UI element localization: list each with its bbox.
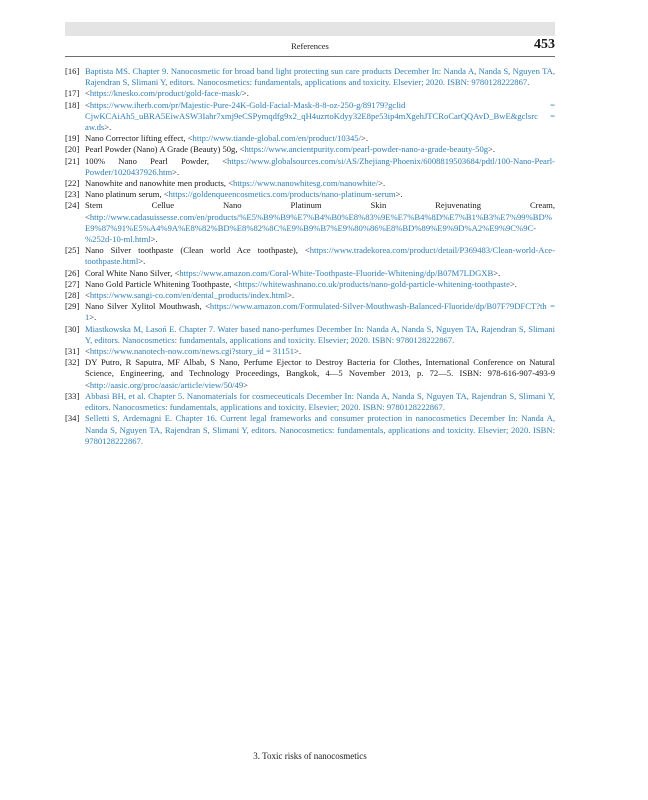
reference-item [65,200,555,245]
reference-segment: < [85,346,90,357]
reference-segment: >. [360,133,368,144]
reference-segment: < [85,88,90,99]
reference-link[interactable]: https://www.amazon.com/Formulated-Silver-Mouthwash-Balanced-Fluoride/dp/B07F79DFCT?th = 1 [85,301,555,323]
reference-segment: >. [138,256,146,267]
reference-link[interactable]: http://www.tiande-global.com/en/product/10345/ [192,133,361,144]
reference-item [65,290,555,301]
reference-link[interactable]: https://www.iherb.com/pr/Majestic-Pure-24K-Gold-Facial-Mask-8-8-oz-250-g/89179?gclid = CjwKCAiAh5_uBRA5EiwASW3Iahr7xmj9eCSPymqdfg9x2_qH4uzrtoKdyy32E8pe53ip4mXgehJTCRoCarQQAvD_BwE&gclsrc = aw.ds [85,99,555,133]
reference-number: [28] [65,290,80,301]
reference-segment: Nanowhite and nanowhite men products, < [85,178,234,189]
reference-item [65,66,555,88]
reference-segment: >. [378,178,386,189]
reference-item [65,413,555,447]
running-header [65,37,555,54]
reference-number: [25] [65,245,80,256]
reference-number: [29] [65,301,80,312]
reference-segment: >. [104,122,112,133]
reference-item [65,391,555,413]
reference-link[interactable]: http://www.cadasuissesse.com/en/products/%E5%B9%B9%E7%B4%B0%E8%83%9E%E7%B4%8D%E7%B1%B3%E7%99%BD%E9%87%91%E5%A4%9A%E8%82%BD%E8%82%8C%E9%B9%B7%E9%80%86%E8%BD%89%E9%9D%A2%E9%9C%9C-%252d-10-ml.html [85,211,552,245]
reference-link[interactable]: https://knesko.com/product/gold-face-mask/ [89,88,242,99]
reference-segment: >. [172,166,180,177]
reference-number: [19] [65,133,80,144]
reference-segment: > [243,379,249,390]
header-band [65,22,555,36]
reference-text [85,88,555,99]
reference-segment: 100% Nano Pearl Powder, < [85,155,228,166]
reference-link[interactable]: https://www.tradekorea.com/product/detail/P369483/Clean-world-Ace-toothpaste.html [85,245,555,267]
reference-number: [34] [65,413,80,424]
reference-segment: Coral White Nano Silver, < [85,267,180,278]
reference-link[interactable]: https://whitewashnano.co.uk/products/nano-gold-particle-whitening-toothpaste [238,278,510,289]
reference-link[interactable]: https://www.nanotech-now.com/news.cgi?story_id = 31151 [89,346,294,357]
reference-list [65,66,555,447]
reference-item [65,268,555,279]
reference-segment: DY Putro, R Saputra, MF Albab, S Nano, Perfume Ejector to Destroy Bacteria for Clothes, International Conference on Natural Science, Engineering, and Technology Proceedings, Bangkok, 4—5 November 2013, p. 72—5. ISBN: 978-616-907-493-9 < [85,357,555,390]
reference-link[interactable]: https://www.nanowhitesg.com/nanowhite/ [233,178,379,189]
reference-segment: Nano Corrector lifting effect, < [85,133,193,144]
reference-segment: >. [509,278,517,289]
reference-text [85,346,555,357]
reference-text [85,133,555,144]
reference-text [85,189,555,200]
reference-item [65,144,555,155]
reference-text [85,156,555,178]
reference-link[interactable]: Selletti S, Ardemagni E. Chapter 16. Current legal frameworks and consumer protection in nanocosmetics December In: Nanda A, Nanda S, Nguyen TA, Rajendran S, Slimani Y, editors. Nanocosmetics: fundamentals, applications and toxicity. Elsevier; 2020. ISBN: 9780128222867. [85,413,555,446]
reference-text [85,245,555,267]
reference-text [85,357,555,391]
reference-segment: Nano platinum serum, < [85,189,169,200]
reference-link[interactable]: https://goldenqueencosmetics.com/products/nano-platinum-serum [168,189,396,200]
reference-segment: Stem Cellue Nano Platinum Skin Rejuvenating Cream, < [85,200,555,222]
reference-number: [21] [65,155,80,166]
reference-segment: Nano Gold Particle Whitening Toothpaste, < [85,278,239,289]
reference-number: [20] [65,144,80,155]
reference-segment: >. [493,267,501,278]
reference-text [85,178,555,189]
reference-text [85,100,555,134]
reference-item [65,279,555,290]
reference-item [65,301,555,323]
chapter-footer: 3. Toxic risks of nanocosmetics [253,751,367,761]
reference-number: [27] [65,278,80,289]
reference-link[interactable]: Abbasi BH, et al. Chapter 5. Nanomaterials for cosmeceuticals December In: Nanda A, Nanda S, Nguyen TA, Rajendran S, Slimani Y, editors. Nanocosmetics: fundamentals, applications and toxicity. Elsevier; 2020. ISBN: 9780128222867. [85,390,555,413]
reference-item [65,100,555,134]
reference-number: [24] [65,200,80,211]
reference-segment: >. [294,346,301,357]
reference-number: [23] [65,189,80,200]
reference-number: [30] [65,323,80,334]
reference-number: [22] [65,178,80,189]
reference-text [85,200,555,245]
reference-number: [16] [65,66,80,76]
reference-text [85,268,555,279]
reference-link[interactable]: https://www.sangi-co.com/en/dental_products/index.html [89,290,288,301]
reference-item [65,133,555,144]
reference-segment: < [85,99,90,110]
reference-text [85,279,555,290]
reference-segment: Nano Silver Xylitol Mouthwash, < [85,301,210,312]
reference-item [65,357,555,391]
header-divider [65,56,555,57]
reference-text [85,144,555,155]
reference-text [85,66,555,88]
reference-item [65,245,555,267]
reference-text [85,391,555,413]
reference-item [65,324,555,346]
reference-text [85,301,555,323]
reference-number: [32] [65,357,80,368]
reference-segment: >. [241,88,249,99]
reference-text [85,324,555,346]
reference-text [85,413,555,447]
reference-segment: >. [488,144,496,155]
reference-link[interactable]: http://aasic.org/proc/aasic/article/view/50/49 [89,379,244,390]
reference-segment: Pearl Powder (Nano) A Grade (Beauty) 50g, < [85,144,245,155]
reference-number: [33] [65,390,80,401]
reference-item [65,88,555,99]
reference-number: [31] [65,346,80,357]
reference-link[interactable]: Miastkowska M, Lasoń E. Chapter 7. Water based nano-perfumes December In: Nanda A, Nanda S, Nguyen TA, Rajendran S, Slimani Y, editors. Nanocosmetics: fundamentals, applications and toxicity. Elsevier; 2020. ISBN: 9780128222867. [85,323,555,345]
reference-number: [17] [65,88,80,99]
reference-item [65,156,555,178]
reference-segment: < [85,290,90,301]
reference-item [65,178,555,189]
reference-segment: >. [395,189,403,200]
reference-number: [26] [65,267,80,278]
reference-text [85,290,555,301]
reference-segment: >. [89,312,97,323]
reference-segment: >. [150,234,158,245]
reference-segment: >. [287,290,295,301]
page-number: 453 [534,37,555,52]
reference-item [65,189,555,200]
reference-number: [18] [65,99,80,110]
reference-link[interactable]: https://www.amazon.com/Coral-White-Toothpaste-Fluoride-Whitening/dp/B07M7LDGXB [179,267,494,278]
reference-link[interactable]: https://www.globalsources.com/si/AS/Zhejiang-Phoenix/6008819503684/pdtl/100-Nano-Pearl-Powder/1020437926.htm [85,155,555,177]
reference-segment: Nano Silver toothpaste (Clean world Ace toothpaste), < [85,245,310,256]
reference-link[interactable]: https://www.ancientpurity.com/pearl-powder-nano-a-grade-beauty-50g [244,144,489,155]
running-title: References [291,41,329,51]
reference-link[interactable]: Baptista MS. Chapter 9. Nanocosmetic for broad band light protecting sun care products December In: Nanda A, Nanda S, Nguyen TA, Rajendran S, Slimani Y, editors. Nanocosmetics: fundamentals, applications and toxicity. Elsevier; 2020. ISBN: 9780128222867. [85,66,555,88]
reference-item [65,346,555,357]
